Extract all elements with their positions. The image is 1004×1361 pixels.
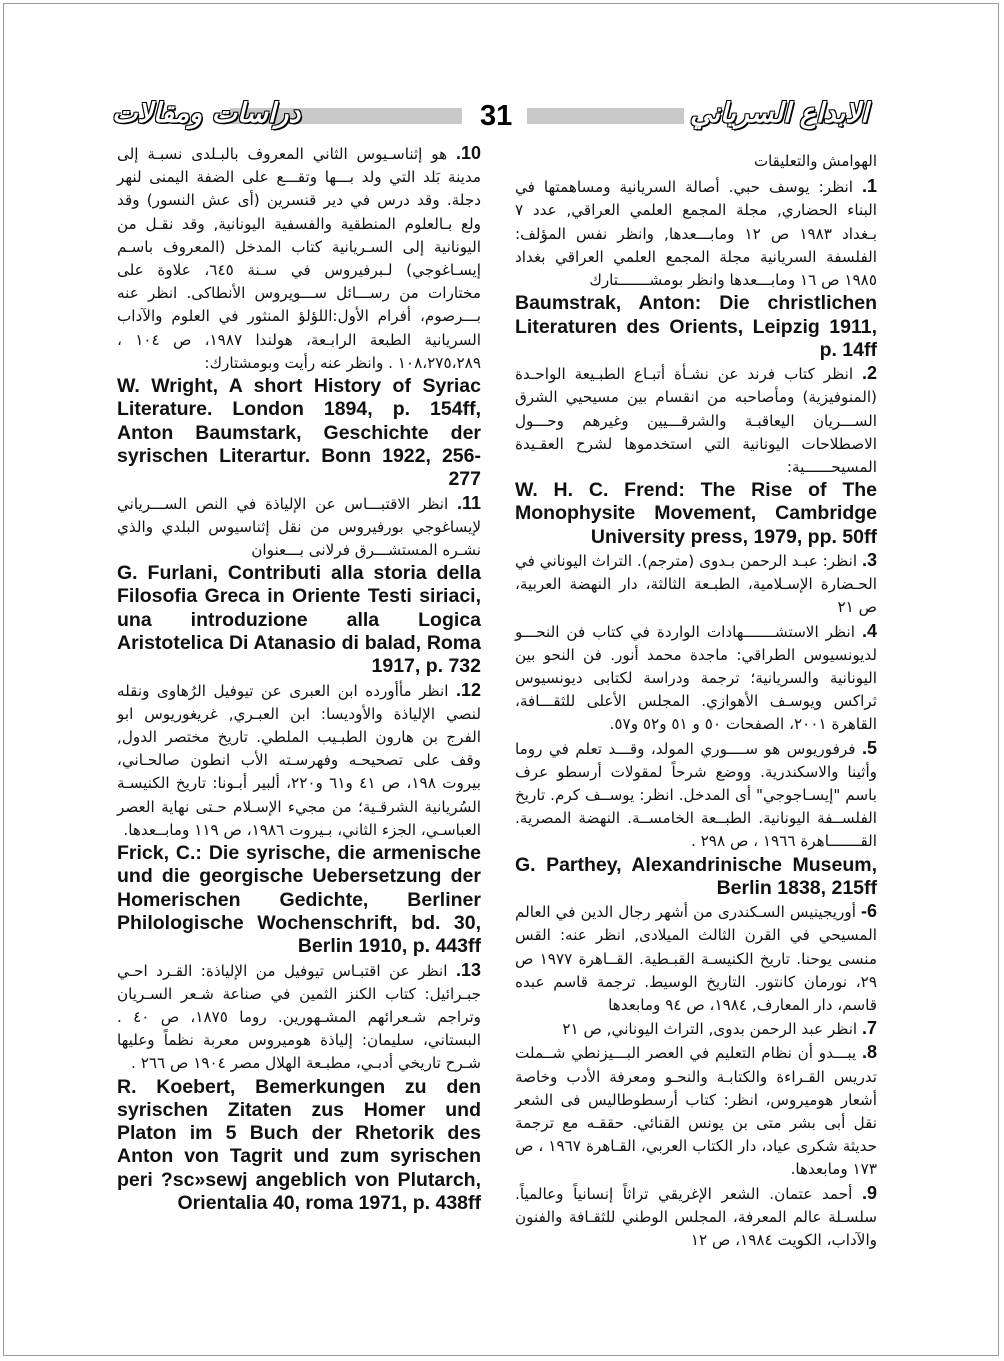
section-title-right: الابداع السرياني: [690, 98, 869, 129]
footnote-text: انظر مأأورده ابن العبرى عن تيوفيل الرُهاوى ونقله لنصي الإلياذة والأوديسا: ابن العبـري, غريغوريوس ابو الفرج بن هارون الطبـيب الملطي. تاريخ مختصر الدول, وقف على تصحيحـه وفهرسـته الأب انطون صالحـاني، بيروت ١٩٨، ص ٤١ و٦١ و٢٢٠، ألبير أبـونا: تاريخ الكنيسـة السُريانية الشرقـية؛ من مجيء الإسـلام حـتى نهاية العصر العباسـي، الجزء الثاني، بـيروت ١٩٨٦، ص ١١٩ ومابــعدها.: [117, 681, 481, 839]
footnote-number: 6-: [860, 901, 877, 922]
footnote-text: أوريجينيس السـكندرى من أشهر رجال الدين في العالم المسيحي في القرن الثالث الميلادى, انظر عنه: القس منسى يوحنا. تاريخ الكنيسـة القبـطية. القــاهرة ١٩٧٧ ص ٢٩، نورمان كانتور. التاريخ الوسيط. ترجمة قاسم عبده قاسم، دار المعارف, ١٩٨٤، ص ٩٤ ومابعدها: [515, 903, 877, 1015]
footnote-text: انظر عن اقتبـاس تيوفيل من الإلياذة: القـرد احـي جبـرائيل: كتاب الكنز الثمين في صناعة شـعر السـريان وتراجم شـعرائهم المشـهورين. روما ١٨٧٥، ص ٤٠ . البستاني، سليمان: إلياذة هوميروس معربة نظماً وعليها شـرح تاريخي أدبـي، مطبـعة الهلال مصر ١٩٠٤ ص ٢٦٦ .: [117, 961, 482, 1073]
notes-column-left: [117, 142, 481, 1215]
footnote-text: أحمد عتمان. الشعر الإغريقي تراثاً إنسانياً وعالمياً. سلسـلة عالم المعرفة، المجلس الوطني للثقـافة والفنون والآداب، الكويت ١٩٨٤، ص ١٢: [515, 1184, 877, 1250]
footnote-2: [515, 362, 877, 549]
footnote-text: انظر: يوسف حبي. أصالة السريانية ومساهمتها في البناء الحضاري, مجلة المجمع العلمي العراقي, عدد ٧ بـغداد ١٩٨٣ ص ١٢ ومابـــعدها, وانظر نفس المؤلف: الفلسفة السريانية مجلة المجمع العلمي العراقي بغداد ١٩٨٥ ص ١٦ ومابـــعدها وانظر بومشـــــــتارك: [515, 178, 877, 290]
footnote-latin-reference: Baumstrak, Anton: Die christlichen Literaturen des Orients, Leipzig 1911, p. 14ff: [515, 292, 877, 361]
footnote-latin-reference: R. Koebert, Bemerkungen zu den syrischen Zitaten zus Homer und Platon im 5 Buch der Rhetorik des Anton von Tagrit und zum syrischen peri ?sc»sewj angeblich von Plutarch, Orientalia 40, roma 1971, p. 438ff: [117, 1075, 481, 1215]
footnote-text: انظر كتاب فرند عن نشـأة أتبـاع الطبـيعة الواحـدة (المنوفيزية) ومأصاحبه من انقسام بين مسيحيي الشرق الســـريان اليعاقبـة والشرقـــيين وغيرهم وحـــول الاصطلاحات اليونانية التي استخدموها لشرح العقـيدة المسيحــــــية:: [515, 365, 877, 476]
footnote-13: [117, 959, 481, 1216]
footnote-9: [515, 1182, 877, 1253]
footnote-text: انظر: عبـد الرحمن بـدوى (مترجم). التراث اليوناني في الحـضارة الإسـلامية، الطبـعة الثالثة، دار النهضة العربية، ص ٢١: [515, 552, 877, 617]
footnote-10: [117, 142, 481, 492]
footnote-1: [515, 175, 877, 362]
footnote-7: [515, 1017, 877, 1041]
footnote-text: يبـــدو أن نظام التعليم في العصر البـــيزنطي شــملت تدريس القـراءة والكتابـة والنحـو ومعرفة الأدب وخاصة أشعار هوميروس، انظر: كتاب أرسطوطاليس فى الشعر نقل أبى بشر متى بن يونس القنائي. حققـه مع ترجمة حديثة شكرى عياد، دار الكتاب العربي، القـاهرة ١٩٦٧ ، ص ١٧٣ ومابعدها.: [515, 1044, 878, 1179]
footnote-text: انظر الاستشـــــــهادات الواردة في كتاب فن النحـــو لديونسيوس الطراقي: ماجدة محمد أنور. فن النحو بين اليونانية والسريانية؛ ترجمة ودراسة لكتابى ديونسيوس ثراكس ويوسـف الأهوازي. المجلس الأعلى للثقـــافة، القاهرة ٢٠٠١، الصفحات ٥٠ و ٥١ و٥٢ و٥٧.: [515, 622, 877, 734]
footnote-text: انظر عبد الرحمن بدوى, التراث اليوناني, ص ٢١: [562, 1020, 858, 1039]
footnote-number: 3.: [861, 550, 878, 571]
footnote-number: 8.: [861, 1042, 877, 1063]
footnote-number: 12.: [455, 679, 482, 700]
footnote-number: 2.: [861, 363, 878, 384]
footnote-4: [515, 620, 877, 737]
page-number: 31: [480, 100, 513, 132]
footnote-6: [515, 900, 877, 1017]
footnote-number: 10.: [455, 143, 481, 163]
notes-column-right: [515, 150, 877, 1252]
footnote-latin-reference: W. H. C. Frend: The Rise of The Monophysite Movement, Cambridge University press, 1979, pp. 50ff: [515, 479, 877, 548]
page-header: [0, 96, 1004, 136]
notes-heading: الهوامش والتعليقات: [753, 152, 877, 170]
footnote-latin-reference: G. Furlani, Contributi alla storia della Filosofia Greca in Oriente Testi siriaci, una introduzione alla Logica Aristotelica Di Atanasio di balad, Roma 1917, p. 732: [117, 562, 481, 678]
footnote-number: 7.: [861, 1018, 877, 1039]
footnote-11: [117, 492, 481, 679]
footnote-number: 4.: [861, 620, 878, 641]
footnote-text: فرفوريوس هو ســــوري المولد، وقـــد تعلم في روما وأثينا والاسكندرية. ووضع شرحاً لمقولات أرسطو عرف باسم "إيسـاجوجي" أى المدخل. انظر: يوســف كرم. تاريخ الفلســفة اليونانية. الطبــعة الخامســة. النهضة المصرية. القـــــــاهرة ١٩٦٦ ، ص ٢٩٨ .: [515, 739, 877, 851]
footnote-text: انظر الاقتبـــاس عن الإلياذة في النص الســـرياني لإيساغوجي بورفيروس من نقل إثناسيوس البلدي والذي نشـره المستشـــرق فرلانى بـــعنوان: [117, 494, 481, 559]
footnote-number: 5.: [861, 737, 877, 758]
header-bar-right: [527, 108, 684, 124]
footnote-latin-reference: Frick, C.: Die syrische, die armenische und die georgische Uebersetzung der Homerischen Gedichte, Berliner Philologische Wochenschrift, bd. 30, Berlin 1910, p. 443ff: [117, 842, 481, 958]
footnote-number: 11.: [456, 492, 481, 513]
footnote-text: هو إثناسـيوس الثاني المعروف بالبـلدى نسبـة إلى مدينة بَلد التي ولد بـــها وتقـــع على الضفة اليمنى لنهر دجلة. وقد درس في دير قنسرين (أى عش النسور) وقد ولع بـالعلوم المنطقية والفسفية اليونانية, وقد نقـل من اليونانية إلى السـريانية كتاب المدخل (المعروف باسـم إيسـاغوجي) لـبرفيروس في سـنة ٦٤٥، علاوة على مختارات من رســـائل ســـويروس الأنطاكى. انظر عنه بـــرصوم، أفرام الأول:اللؤلؤ المنثور في العلوم والآداب السريانية الطبعة الرابـعة، هولندا ١٩٨٧، ص ١٠٤ ، ١٠٨،٢٧٥،٢٨٩ . وانظر عنه رأيت وبومشتارك:: [117, 145, 481, 372]
footnote-8: [515, 1041, 877, 1181]
footnote-number: 1.: [861, 176, 878, 197]
footnote-3: [515, 549, 877, 620]
footnote-number: 9.: [861, 1182, 877, 1203]
footnote-number: 13.: [455, 959, 482, 980]
footnote-5: [515, 737, 877, 901]
footnote-latin-reference: W. Wright, A short History of Syriac Literature. London 1894, p. 154ff, Anton Baumstark, Geschichte der syrischen Literartur. Bonn 1922, 256-277: [117, 375, 481, 491]
section-title-left: دراسات ومقالات: [112, 98, 301, 129]
footnote-12: [117, 679, 481, 959]
footnote-latin-reference: G. Parthey, Alexandrinische Museum, Berlin 1838, 215ff: [515, 853, 877, 899]
